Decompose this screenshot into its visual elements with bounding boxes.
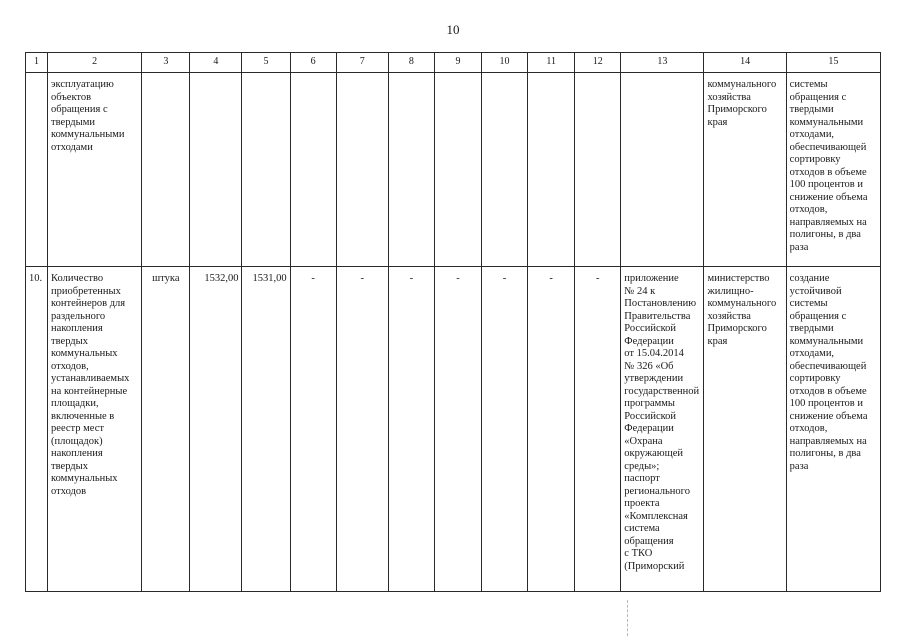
cell-value [290,73,336,267]
cell-unit: штука [142,267,190,592]
indicators-table [25,52,881,592]
cell-value: - [388,267,434,592]
cell-link-to-goal: системы обращения с твердыми коммунальными отходами, обеспечивающей сортировку отходов в объеме 100 процентов и снижение объема отходов, направляемых на полигоны, в два раза [786,73,880,267]
cell-value: - [482,267,528,592]
page-number: 10 [446,22,460,37]
cell-value [336,73,388,267]
cell-value: - [290,267,336,592]
column-header: 12 [575,53,621,73]
column-header: 8 [388,53,434,73]
table-row-10 [26,267,881,592]
cell-indicator-name: эксплуатацию объектов обращения с твердыми коммунальными отходами [48,73,142,267]
table-row-continuation [26,73,881,267]
cell-value [434,73,481,267]
cell-responsible: коммунального хозяйства Приморского края [704,73,786,267]
cell-value: 1532,00 [190,267,242,592]
cell-document [621,73,704,267]
column-header: 5 [242,53,290,73]
cell-value [482,73,528,267]
cell-link-to-goal: создание устойчивой системы обращения с твердыми коммунальными отходами, обеспечивающей сортировку отходов в объеме 100 процентов и снижение объема отходов, направляемых на полигоны, в два раза [786,267,880,592]
cell-value [575,73,621,267]
column-header: 6 [290,53,336,73]
cell-value: - [575,267,621,592]
cell-value: - [434,267,481,592]
cell-number [26,73,48,267]
cell-value [528,73,575,267]
column-header: 10 [482,53,528,73]
cell-value [190,73,242,267]
cell-value: - [336,267,388,592]
scan-artifact-line [627,600,629,636]
column-header: 13 [621,53,704,73]
cell-value: - [528,267,575,592]
cell-number: 10. [26,267,48,592]
column-header: 11 [528,53,575,73]
cell-value: 1531,00 [242,267,290,592]
column-header: 15 [786,53,880,73]
cell-indicator-name: Количество приобретенных контейнеров для раздельного накопления твердых коммунальных отходов, устанавливаемых на контейнерные площадки, включенные в реестр мест (площадок) накопления твердых коммунальных отходов [48,267,142,592]
column-header: 7 [336,53,388,73]
cell-value [242,73,290,267]
column-header: 2 [48,53,142,73]
column-header: 9 [434,53,481,73]
column-header: 14 [704,53,786,73]
cell-unit [142,73,190,267]
cell-responsible: министерство жилищно- коммунального хозяйства Приморского края [704,267,786,592]
column-header: 3 [142,53,190,73]
column-header: 1 [26,53,48,73]
header-row [26,53,881,73]
cell-value [388,73,434,267]
cell-document: приложение № 24 к Постановлению Правительства Российской Федерации от 15.04.2014 № 326 «Об утверждении государственной программы Российской Федерации «Охрана окружающей среды»; паспорт регионального проекта «Комплексная система обращения с ТКО (Приморский [621,267,704,592]
column-header: 4 [190,53,242,73]
